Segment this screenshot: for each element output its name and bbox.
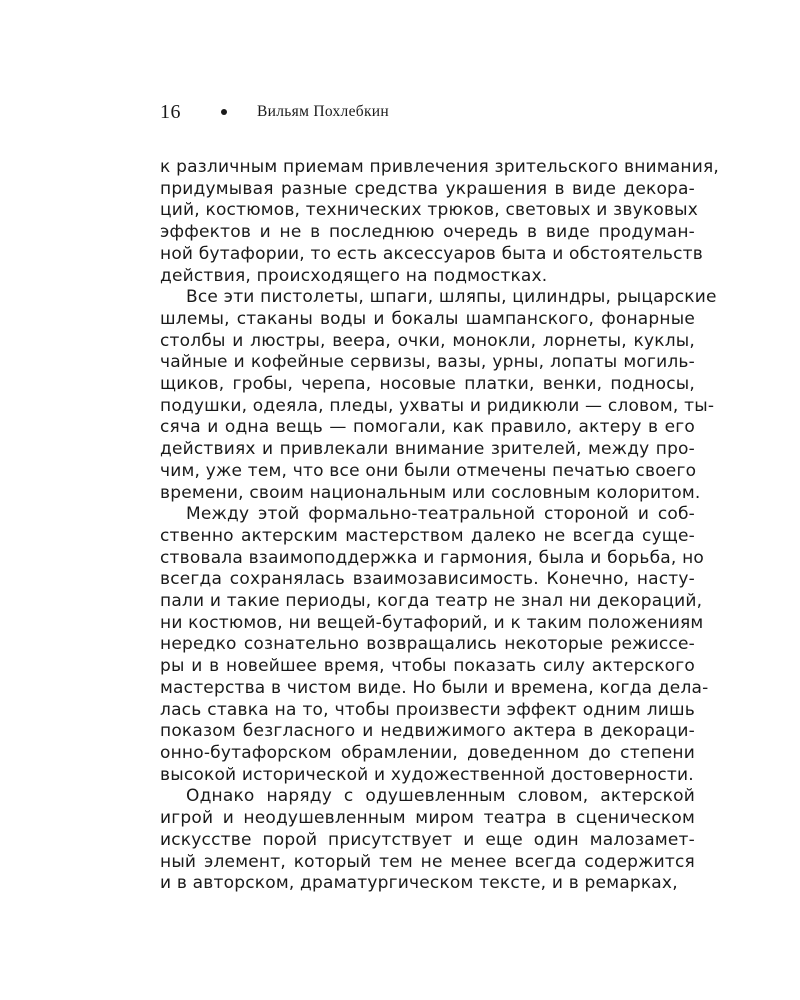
bullet-separator-icon <box>221 109 227 115</box>
text-line: показом безгласного и недвижимого актера в декораци- <box>160 721 695 742</box>
page-header <box>160 98 700 126</box>
text-line: чим, уже тем, что все они были отмечены печатью своего <box>160 460 697 481</box>
paragraph <box>160 786 695 895</box>
text-line: мастерства в чистом виде. Но были и времена, когда дела- <box>160 677 709 698</box>
text-line: онно-бутафорском обрамлении, доведенном до степени <box>160 742 695 763</box>
text-line: столбы и люстры, веера, очки, монокли, лорнеты, куклы, <box>160 330 695 351</box>
page-number: 16 <box>160 100 181 123</box>
text-line: Однако наряду с одушевленным словом, актерской <box>186 786 695 807</box>
text-line: сяча и одна вещь — помогали, как правило, актеру в его <box>160 417 695 438</box>
text-line: времени, своим национальным или сословным колоритом. <box>160 482 701 503</box>
text-line: лась ставка на то, чтобы произвести эффект одним лишь <box>160 699 695 720</box>
running-head-author: Вильям Похлебкин <box>257 103 389 120</box>
text-line: ры и в новейшее время, чтобы показать силу актерского <box>160 656 695 677</box>
text-line: к различным приемам привлечения зрительского внимания, <box>160 157 720 177</box>
text-line: подушки, одеяла, пледы, ухваты и ридикюли — словом, ты- <box>160 395 715 416</box>
text-line: ный элемент, который тем не менее всегда содержится <box>160 851 695 872</box>
text-line: пали и такие периоды, когда театр не знал ни декораций, <box>160 591 703 612</box>
paragraph <box>160 157 720 287</box>
text-line: придумывая разные средства украшения в виде декора- <box>160 178 695 199</box>
text-line: действиях и привлекали внимание зрителей, между про- <box>160 439 695 460</box>
text-line: ственно актерским мастерством далеко не всегда суще- <box>160 525 695 546</box>
text-line: высокой исторической и художественной достоверности. <box>160 764 694 785</box>
text-line: ствовала взаимоподдержка и гармония, была и борьба, но <box>160 547 705 568</box>
text-line: действия, происходящего на подмостках. <box>160 265 548 286</box>
text-line: щиков, гробы, черепа, носовые платки, венки, подносы, <box>160 374 695 395</box>
text-line: и в авторском, драматургическом тексте, и в ремарках, <box>160 873 678 894</box>
text-line: ни костюмов, ни вещей-бутафорий, и к таким положениям <box>160 612 704 633</box>
text-line: чайные и кофейные сервизы, вазы, урны, лопаты могиль- <box>160 352 695 373</box>
paragraph <box>160 504 709 786</box>
text-line: всегда сохранялась взаимозависимость. Конечно, насту- <box>160 569 695 590</box>
text-line: Все эти пистолеты, шпаги, шляпы, цилиндры, рыцарские <box>186 287 717 308</box>
text-line: ций, костюмов, технических трюков, световых и звуковых <box>160 200 699 221</box>
text-line: Между этой формально-театральной стороной и соб- <box>186 504 695 525</box>
text-line: ной бутафории, то есть аксессуаров быта и обстоятельств <box>160 243 703 264</box>
text-line: искусстве порой присутствует и еще один малозамет- <box>160 829 695 850</box>
paragraph <box>160 287 717 504</box>
text-line: шлемы, стаканы воды и бокалы шампанского, фонарные <box>160 308 695 329</box>
text-line: игрой и неодушевленным миром театра в сценическом <box>160 808 695 829</box>
body-text <box>160 157 720 895</box>
text-line: нередко сознательно возвращались некоторые режиссе- <box>160 634 695 655</box>
text-line: эффектов и не в последнюю очередь в виде продуман- <box>160 222 695 243</box>
